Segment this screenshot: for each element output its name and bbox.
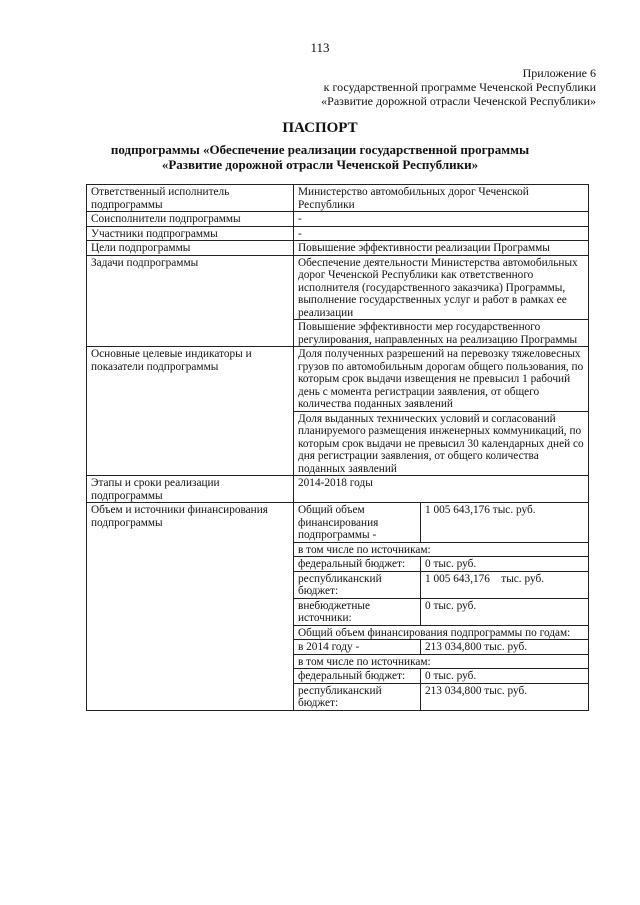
fin-extra-value: 0 тыс. руб. [421,598,589,625]
fin-sources-label: в том числе по источникам: [294,542,588,557]
fin-extra-label: внебюджетные источники: [294,598,421,625]
fin-republic-value: 1 005 643,176 тыс. руб. [421,571,589,598]
fin-federal2-value: 0 тыс. руб. [421,669,589,684]
row-coexecutors [87,212,589,227]
subtitle-line-1: подпрограммы «Обеспечение реализации государственной программы [110,142,530,157]
fin-federal-label: федеральный бюджет: [294,557,421,572]
annex-line-3: «Развитие дорожной отрасли Чеченской Республики» [321,94,596,108]
financing-cell [294,503,589,711]
value-goals: Повышение эффективности реализации Программы [294,241,589,256]
value-stages: 2014-2018 годы [294,476,589,503]
fin-federal-value: 0 тыс. руб. [421,557,589,572]
page-number: 113 [310,40,330,55]
value-task-2: Повышение эффективности мер государственного регулирования, направленных на реализацию Программы [294,320,589,347]
row-indicators-1 [87,347,589,412]
subtitle-line-2: «Развитие дорожной отрасли Чеченской Республики» [161,157,479,172]
financing-table [294,503,588,710]
label-financing: Объем и источники финансирования подпрограммы [87,503,294,711]
fin-federal2-label: федеральный бюджет: [294,669,421,684]
value-participants: - [294,226,589,241]
label-goals: Цели подпрограммы [87,241,294,256]
value-indicator-1: Доля полученных разрешений на перевозку тяжеловесных грузов по автомобильным дорогам общего пользования, по которым срок выдачи извещения не превысил 1 рабочий день с момента регистрации заявления, от общего количества поданных заявлений [294,347,589,412]
label-indicators: Основные целевые индикаторы и показатели подпрограммы [87,347,294,476]
fin-2014-value: 213 034,800 тыс. руб. [421,640,589,655]
fin-republic2-value: 213 034,800 тыс. руб. [421,683,589,710]
row-financing [87,503,589,711]
document-subtitle [0,142,640,172]
label-stages: Этапы и сроки реализации подпрограммы [87,476,294,503]
annex-header [321,66,596,108]
fin-republic2-label: республиканский бюджет: [294,683,421,710]
passport-table [86,184,589,711]
value-task-1: Обеспечение деятельности Министерства автомобильных дорог Чеченской Республики как ответственного исполнителя (государственного заказчика) Программы, выполнение государственных услуг и работ в рамках ее реализации [294,255,589,320]
row-stages [87,476,589,503]
value-responsible: Министерство автомобильных дорог Чеченской Республики [294,185,589,212]
label-tasks: Задачи подпрограммы [87,255,294,347]
value-indicator-2: Доля выданных технических условий и согласований планируемого размещения инженерных коммуникаций, по которым срок выдачи не превысил 30 календарных дней со дня регистрации заявления, от общего количества поданных заявлений [294,411,589,476]
fin-sources2-label: в том числе по источникам: [294,654,588,669]
fin-total-label: Общий объем финансирования подпрограммы - [294,503,421,542]
row-tasks-1 [87,255,589,320]
document-title: ПАСПОРТ [282,120,358,136]
fin-by-years-label: Общий объем финансирования подпрограммы по годам: [294,625,588,640]
row-goals [87,241,589,256]
fin-total-value: 1 005 643,176 тыс. руб. [421,503,589,542]
row-responsible [87,185,589,212]
fin-2014-label: в 2014 году - [294,640,421,655]
label-responsible: Ответственный исполнитель подпрограммы [87,185,294,212]
label-participants: Участники подпрограммы [87,226,294,241]
row-participants [87,226,589,241]
label-coexecutors: Соисполнители подпрограммы [87,212,294,227]
value-coexecutors: - [294,212,589,227]
annex-line-2: к государственной программе Чеченской Республики [323,80,596,94]
fin-republic-label: республиканский бюджет: [294,571,421,598]
annex-line-1: Приложение 6 [522,66,596,80]
